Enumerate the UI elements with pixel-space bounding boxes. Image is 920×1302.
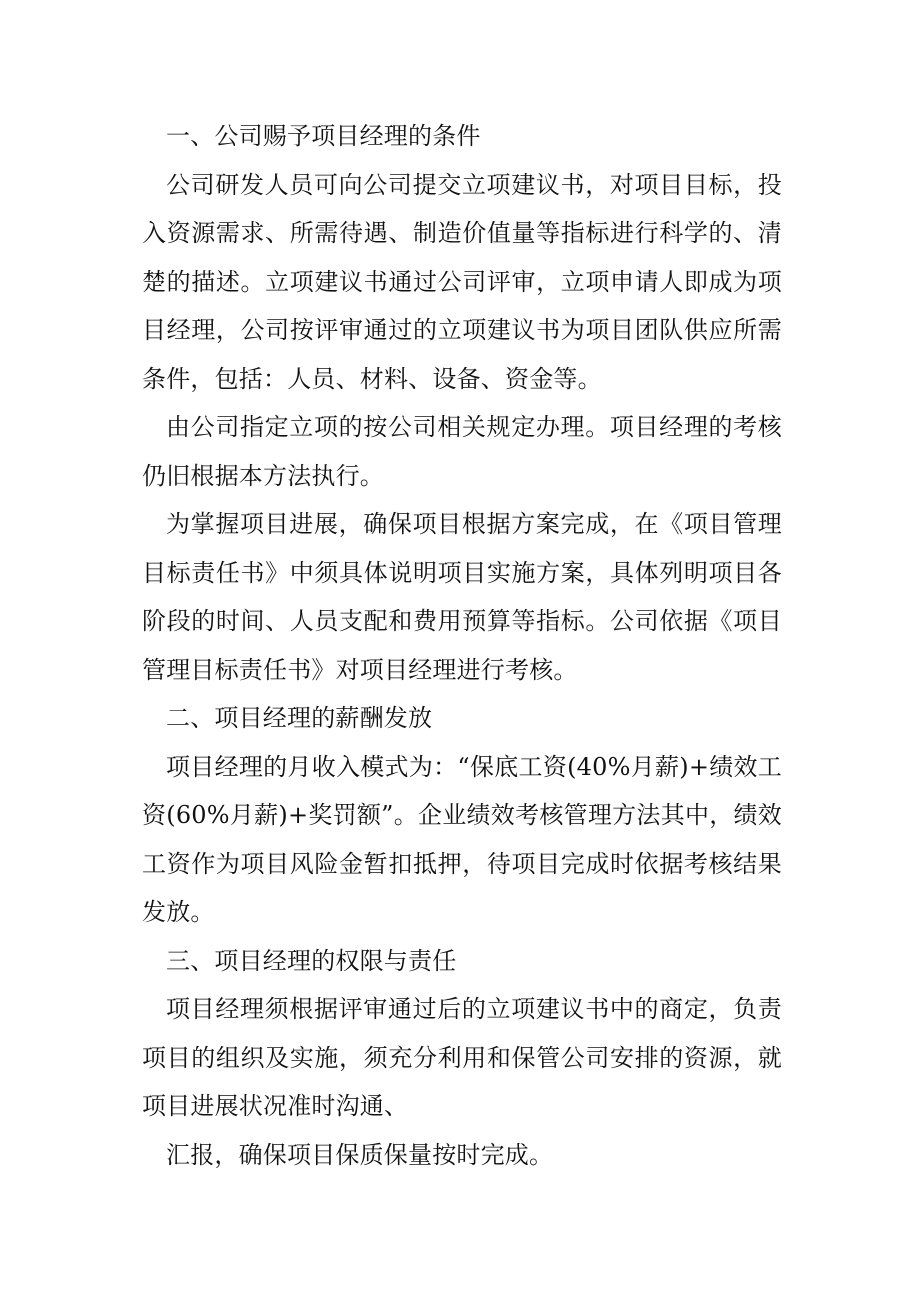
document-page (142, 112, 782, 1179)
section-heading-1: 一、公司赐予项目经理的条件 (166, 122, 481, 150)
paragraph-1-3: 为掌握项目进展，确保项目根据方案完成，在《项目管理目标责任书》中须具体说明项目实施方案，具体列明项目各阶段的时间、人员支配和费用预算等指标。公司依据《项目管理目标责任书》对项目经理进行考核。 (142, 510, 782, 684)
paragraph-3-2: 汇报，确保项目保质保量按时完成。 (166, 1140, 554, 1169)
paragraph-2-1: 项目经理的月收入模式为：“保底工资(40%月薪)+绩效工资(60%月薪)+奖罚额”。企业绩效考核管理方法其中，绩效工资作为项目风险金暂扣抵押，待项目完成时依据考核结果发放。 (142, 752, 782, 926)
section-heading-2: 二、项目经理的薪酬发放 (166, 704, 433, 732)
paragraph-1-1: 公司研发人员可向公司提交立项建议书，对项目目标，投入资源需求、所需待遇、制造价值量等指标进行科学的、清楚的描述。立项建议书通过公司评审，立项申请人即成为项目经理，公司按评审通过的立项建议书为项目团队供应所需条件，包括：人员、材料、设备、资金等。 (142, 170, 782, 393)
paragraph-1-2: 由公司指定立项的按公司相关规定办理。项目经理的考核仍旧根据本方法执行。 (142, 413, 782, 490)
paragraph-3-1: 项目经理须根据评审通过后的立项建议书中的商定，负责项目的组织及实施，须充分利用和保管公司安排的资源，就项目进展状况准时沟通、 (142, 995, 782, 1120)
section-heading-3: 三、项目经理的权限与责任 (166, 946, 457, 975)
